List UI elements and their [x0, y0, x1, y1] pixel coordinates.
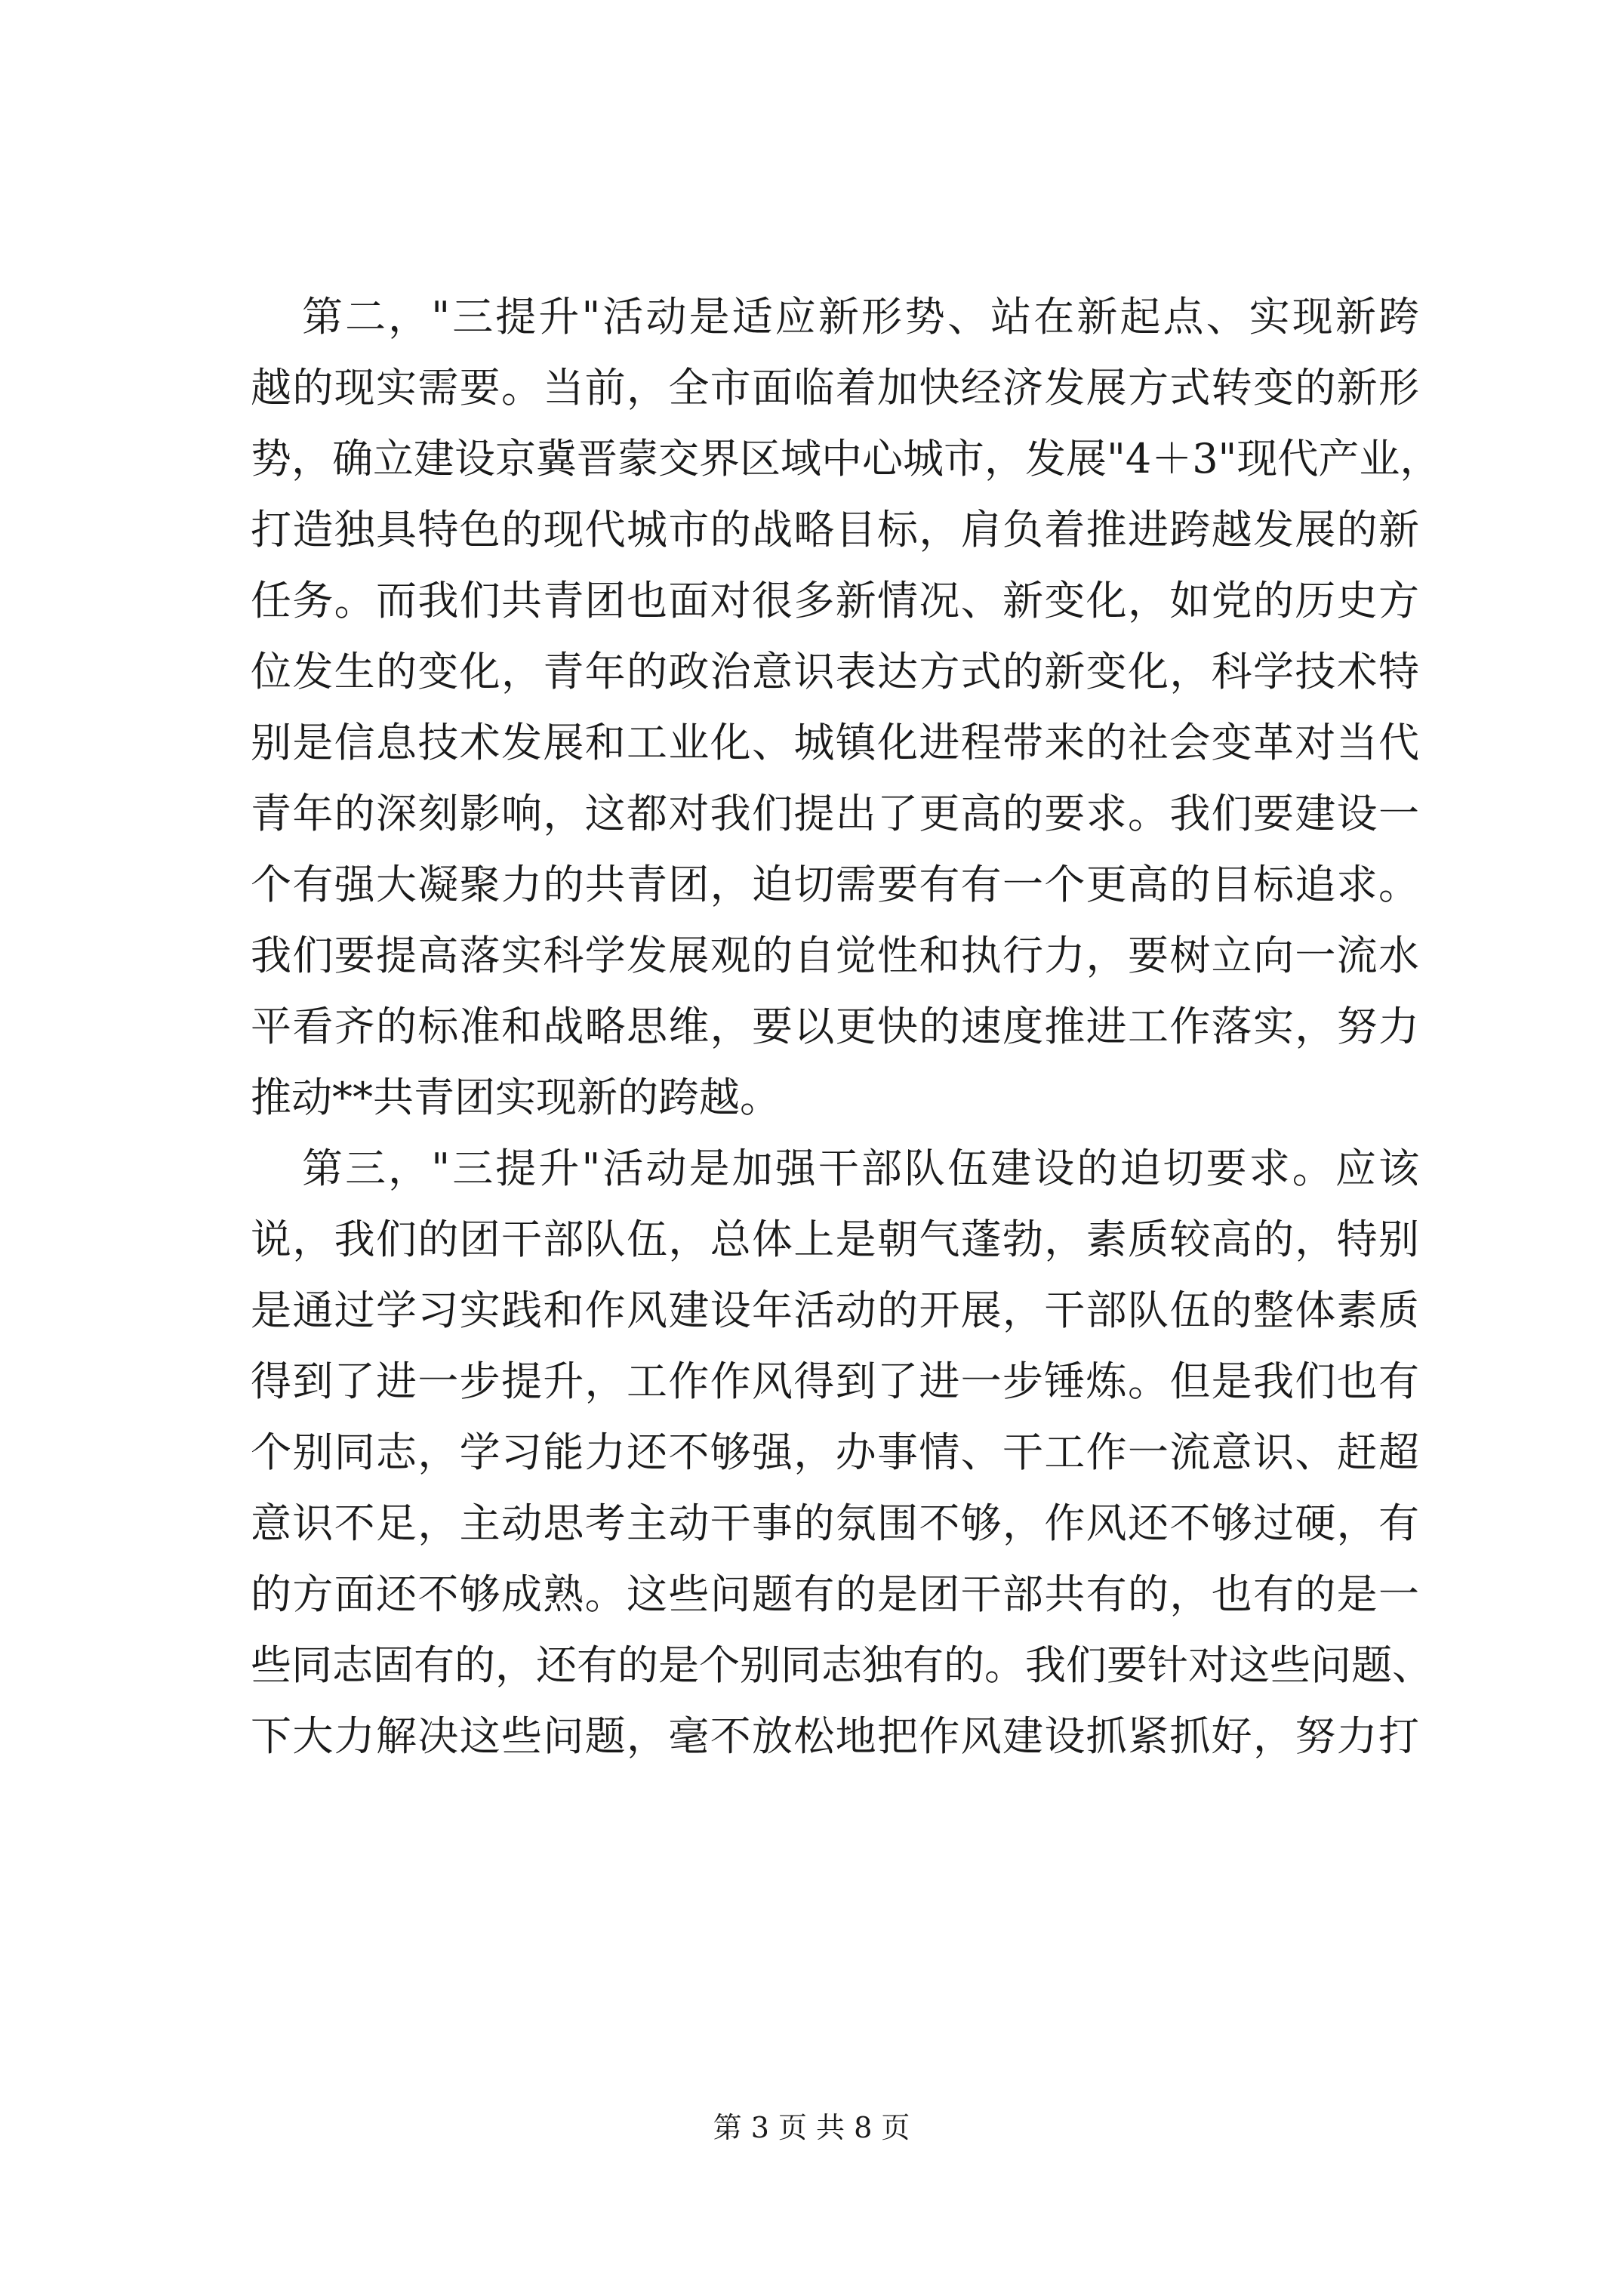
paragraph-1-line-4: 打造独具特色的现代城市的战略目标，肩负着推进跨越发展的新	[251, 506, 1419, 553]
paragraph-1-line-10: 我们要提高落实科学发展观的自觉性和执行力，要树立向一流水	[251, 932, 1419, 979]
paragraph-1-line-2: 越的现实需要。当前，全市面临着加快经济发展方式转变的新形	[251, 364, 1419, 411]
paragraph-2-line-1: 第三，"三提升"活动是加强干部队伍建设的迫切要求。应该	[302, 1145, 1419, 1192]
paragraph-2-line-9: 下大力解决这些问题，毫不放松地把作风建设抓紧抓好，努力打	[251, 1712, 1419, 1760]
paragraph-1-line-5: 任务。而我们共青团也面对很多新情况、新变化，如党的历史方	[251, 577, 1419, 624]
paragraph-2-line-6: 意识不足，主动思考主动干事的氛围不够，作风还不够过硬，有	[251, 1499, 1419, 1547]
paragraph-2-line-7: 的方面还不够成熟。这些问题有的是团干部共有的，也有的是一	[251, 1570, 1419, 1618]
paragraph-1-line-3: 势，确立建设京冀晋蒙交界区域中心城市，发展"4＋3"现代产业，	[251, 435, 1441, 482]
paragraph-2-line-8: 些同志固有的，还有的是个别同志独有的。我们要针对这些问题、	[251, 1641, 1433, 1689]
paragraph-2-line-5: 个别同志，学习能力还不够强，办事情、干工作一流意识、赶超	[251, 1428, 1419, 1476]
paragraph-1-line-11: 平看齐的标准和战略思维，要以更快的速度推进工作落实，努力	[251, 1003, 1419, 1050]
paragraph-1-line-9: 个有强大凝聚力的共青团，迫切需要有有一个更高的目标追求。	[251, 861, 1419, 908]
paragraph-1-line-1: 第二，"三提升"活动是适应新形势、站在新起点、实现新跨	[302, 293, 1419, 341]
paragraph-1-line-7: 别是信息技术发展和工业化、城镇化进程带来的社会变革对当代	[251, 719, 1419, 766]
paragraph-2-line-4: 得到了进一步提升，工作作风得到了进一步锤炼。但是我们也有	[251, 1358, 1419, 1405]
paragraph-2-line-2: 说，我们的团干部队伍，总体上是朝气蓬勃，素质较高的，特别	[251, 1216, 1419, 1263]
paragraph-1-line-8: 青年的深刻影响，这都对我们提出了更高的要求。我们要建设一	[251, 790, 1419, 837]
page-number-footer: 第 3 页 共 8 页	[713, 2111, 910, 2144]
paragraph-1-line-12: 推动**共青团实现新的跨越。	[251, 1074, 781, 1121]
paragraph-2-line-3: 是通过学习实践和作风建设年活动的开展，干部队伍的整体素质	[251, 1287, 1419, 1334]
paragraph-1-line-6: 位发生的变化，青年的政治意识表达方式的新变化，科学技术特	[251, 648, 1419, 695]
